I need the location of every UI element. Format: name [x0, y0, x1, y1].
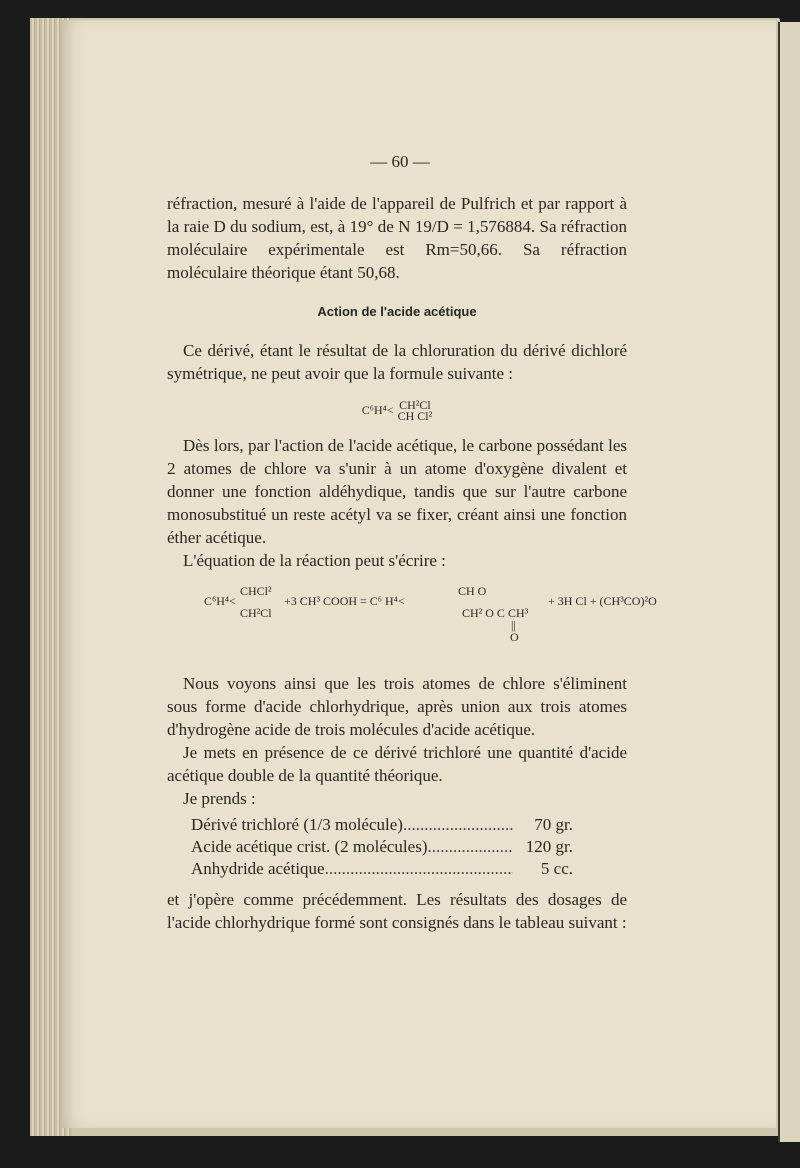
- eq-byproducts: + 3H Cl + (CH³CO)²O: [548, 594, 657, 608]
- paragraph-results: et j'opère comme précédemment. Les résultats des dosages de l'acide chlorhydrique formé sont consignés dans le tableau suivant :: [167, 890, 627, 932]
- page-number: — 60 —: [370, 152, 430, 171]
- eq-reactant-bottom: CH²Cl: [240, 606, 272, 620]
- leader-dots: [427, 836, 513, 858]
- recipe-label: Dérivé trichloré (1/3 molécule): [191, 815, 403, 834]
- eq-double-bond: ||: [511, 618, 516, 632]
- recipe-amount: 120 gr.: [525, 837, 573, 856]
- section-heading: Action de l'acide acétique: [317, 304, 477, 319]
- formula-substituents: [397, 397, 433, 423]
- reaction-equation: [204, 580, 700, 644]
- paragraph-mechanism: Dès lors, par l'action de l'acide acétique, le carbone possédant les 2 atomes de chlore va s'unir à un atome d'oxygène divalent et donner une fonction aldéhydique, tandis que sur l'autre carbone monosubstitué un reste acétyl va se fixer, créant ainsi une fonction éther acétique.: [167, 436, 627, 547]
- paragraph-equation-intro: L'équation de la réaction peut s'écrire :: [183, 551, 446, 570]
- eq-reactant: C⁶H⁴<: [204, 594, 236, 608]
- recipe-item: [191, 858, 573, 880]
- facing-page-edge: [778, 22, 800, 1142]
- paragraph-quantity: Je mets en présence de ce dérivé trichloré une quantité d'acide acétique double de la quantité théorique.: [167, 743, 627, 785]
- structural-formula: [167, 399, 627, 422]
- recipe-label: Anhydride acétique: [191, 859, 325, 878]
- eq-reagent: +3 CH³ COOH = C⁶ H⁴<: [284, 594, 405, 608]
- recipe-amount: 5 cc.: [540, 859, 573, 878]
- formula-left: C⁶H⁴<: [361, 403, 394, 417]
- body-text: [167, 192, 627, 934]
- eq-product-bottom: CH² O C CH³: [462, 606, 529, 620]
- eq-product-top: CH O: [458, 584, 487, 598]
- paragraph-derivative: Ce dérivé, étant le résultat de la chloruration du dérivé dichloré symétrique, ne peut avoir que la formule suivante :: [167, 341, 627, 383]
- formula-top: CH²Cl: [399, 397, 431, 412]
- eq-reactant-top: CHCl²: [240, 584, 272, 598]
- leader-dots: [403, 814, 513, 836]
- eq-oxygen: O: [510, 630, 519, 644]
- paragraph-refraction: réfraction, mesuré à l'aide de l'appareil de Pulfrich et par rapport à la raie D du sodium, est, à 19° de N 19/D = 1,576884. Sa réfraction moléculaire expérimentale est Rm=50,66. Sa réfraction moléculaire théorique étant 50,68.: [167, 194, 627, 282]
- recipe-item: [191, 836, 573, 858]
- recipe-item: [191, 814, 573, 836]
- formula-bottom: CH Cl²: [397, 408, 433, 423]
- paragraph-je-prends: Je prends :: [183, 789, 256, 808]
- paragraph-chlorine: Nous voyons ainsi que les trois atomes de chlore s'éliminent sous forme d'acide chlorhydrique, après union aux trois atomes d'hydrogène acide de trois molécules d'acide acétique.: [167, 674, 627, 739]
- recipe-list: [191, 814, 573, 880]
- recipe-label: Acide acétique crist. (2 molécules): [191, 837, 428, 856]
- leader-dots: [325, 858, 513, 880]
- recipe-amount: 70 gr.: [534, 815, 573, 834]
